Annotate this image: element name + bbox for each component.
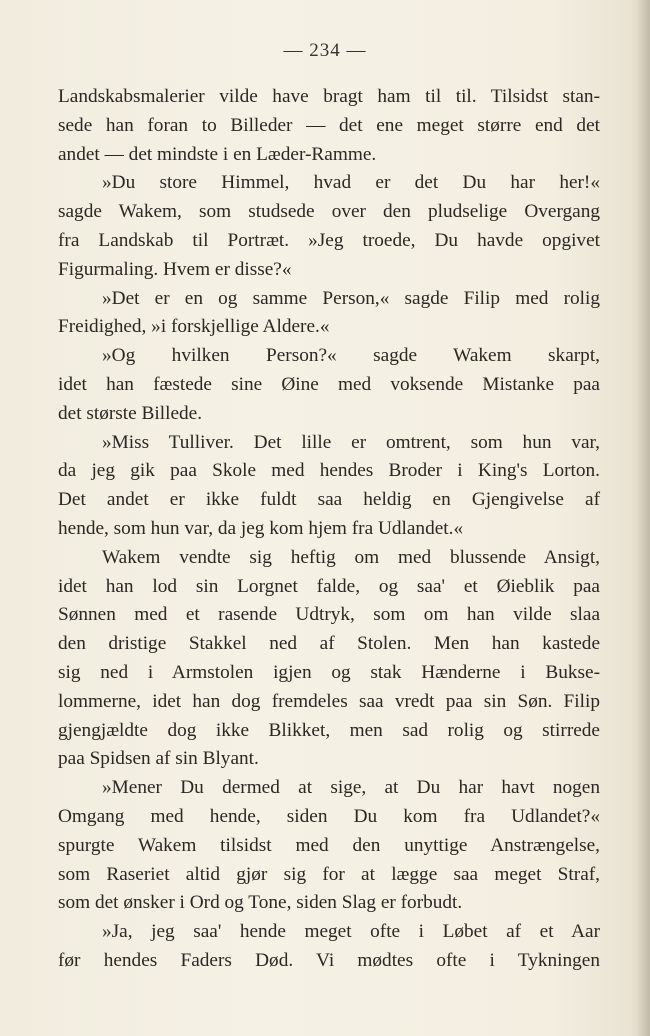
text-line: det største Billede. (58, 402, 203, 424)
text-line: andet — det mindste i en Læder-Ramme. (58, 143, 377, 165)
text-line: idet han fæstede sine Øine med voksende Mistanke paa (58, 373, 600, 395)
text-line: lommerne, idet han dog fremdeles saa vredt paa sin Søn. Filip (58, 690, 600, 712)
text-line: »Du store Himmel, hvad er det Du har her!« (102, 172, 600, 194)
text-line: sede han foran to Billeder — det ene meget større end det (58, 114, 600, 136)
text-line: paa Spidsen af sin Blyant. (58, 748, 259, 770)
text-line: fra Landskab til Portræt. »Jeg troede, Du havde opgivet (58, 229, 600, 251)
text-line: før hendes Faders Død. Vi mødtes ofte i Tykningen (58, 949, 600, 971)
text-line: Wakem vendte sig heftig om med blussende Ansigt, (102, 546, 600, 568)
text-line: »Ja, jeg saa' hende meget ofte i Løbet af et Aar (102, 921, 600, 943)
text-line: den dristige Stakkel ned af Stolen. Men han kastede (58, 633, 600, 655)
text-line: gjengjældte dog ikke Blikket, men sad rolig og stirrede (58, 719, 600, 741)
text-line: som Raseriet altid gjør sig for at lægge saa meget Straf, (58, 863, 600, 885)
text-line: Sønnen med et rasende Udtryk, som om han vilde slaa (58, 604, 600, 626)
text-line: sagde Wakem, som studsede over den pludselige Overgang (58, 201, 600, 223)
text-line: Figurmaling. Hvem er disse?« (58, 258, 292, 280)
page-number: — 234 — (283, 40, 367, 61)
text-line: »Mener Du dermed at sige, at Du har havt nogen (102, 777, 600, 799)
text-line: hende, som hun var, da jeg kom hjem fra Udlandet.« (58, 517, 464, 539)
page-edge-shadow (636, 0, 650, 1036)
text-line: spurgte Wakem tilsidst med den unyttige Anstrængelse, (58, 834, 600, 856)
text-line: Det andet er ikke fuldt saa heldig en Gjengivelse af (58, 489, 600, 511)
text-line: da jeg gik paa Skole med hendes Broder i King's Lorton. (58, 460, 600, 482)
body-text (58, 83, 600, 976)
text-line: Omgang med hende, siden Du kom fra Udlandet?« (58, 805, 600, 827)
text-line: »Og hvilken Person?« sagde Wakem skarpt, (102, 345, 600, 367)
text-line: som det ønsker i Ord og Tone, siden Slag er forbudt. (58, 892, 463, 914)
text-line: Freidighed, »i forskjellige Aldere.« (58, 316, 330, 338)
text-line: idet han lod sin Lorgnet falde, og saa' et Øieblik paa (58, 575, 600, 597)
text-line: »Miss Tulliver. Det lille er omtrent, som hun var, (102, 431, 600, 453)
text-line: »Det er en og samme Person,« sagde Filip med rolig (102, 287, 600, 309)
text-line: sig ned i Armstolen igjen og stak Hænderne i Bukse- (58, 661, 600, 683)
text-line: Landskabsmalerier vilde have bragt ham til til. Tilsidst stan- (58, 86, 600, 107)
